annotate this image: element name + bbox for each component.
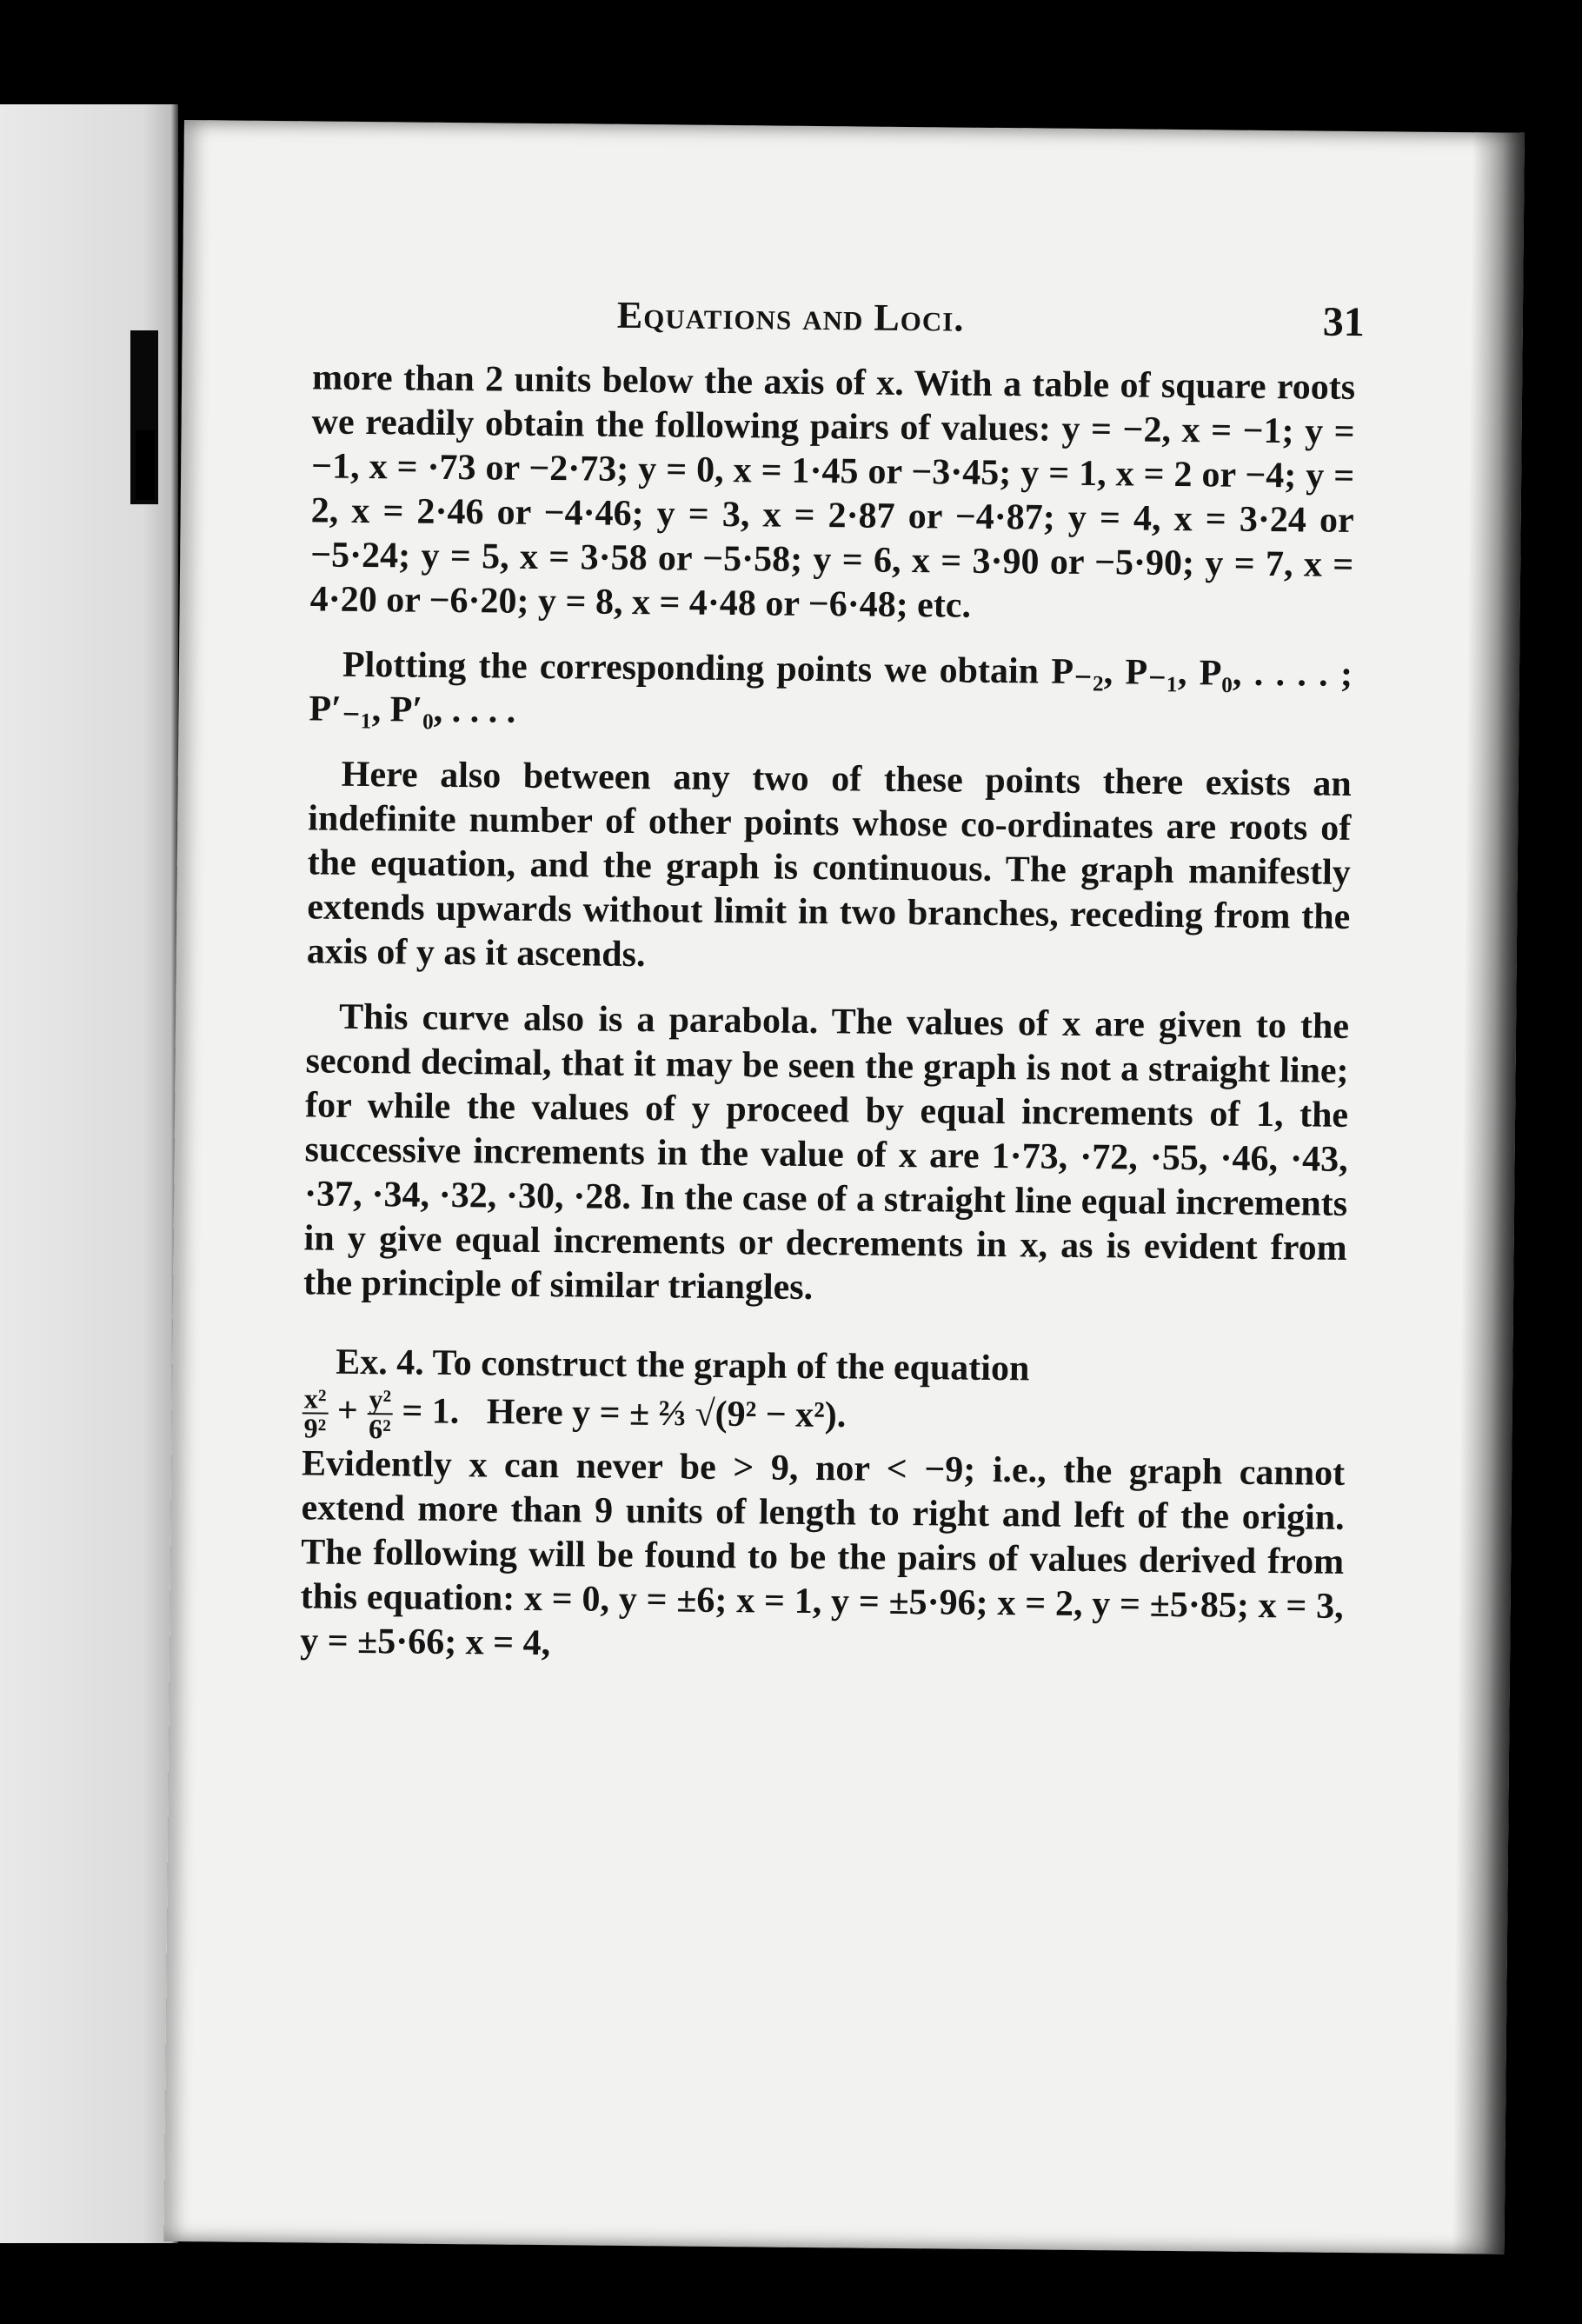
page-number: 31 <box>1322 298 1366 346</box>
fraction-x <box>302 1384 328 1442</box>
fraction-y-numerator: y² <box>369 1383 392 1415</box>
binding-mark <box>136 430 155 500</box>
example-lead: Ex. 4. To construct the graph of the equation <box>336 1342 1030 1389</box>
example-equation-line <box>302 1384 1346 1452</box>
paragraph-parabola: This curve also is a parabola. The values of x are given to the second decimal, that it may be seen the graph is not a straight line; for while the values of y proceed by equal increments of 1, the successive increments in the value of x are 1·73, ·72, ·55, ·46, ·43, ·37, ·34, ·32, ·30, ·28. In the case of a straight line equal increments in y give equal increments or decrements in x, as is evident from the principle of similar triangles. <box>302 996 1350 1308</box>
book-page <box>164 120 1525 2254</box>
paragraph-values: more than 2 units below the axis of x. With a table of square roots we readily obtain the following pairs of values: y = −2, x = −1; y = −1, x = ·73 or −2·73; y = 0, x = 1·45 or −3·45; y = 1, x = 2 or −4; y = 2, x = 2·46 or −4·46; y = 3, x = 2·87 or −4·87; y = 4, x = 3·24 or −5·24; y = 5, x = 3·58 or −5·58; y = 6, x = 3·90 or −5·90; y = 7, x = 4·20 or −6·20; y = 8, x = 4·48 or −6·48; etc. <box>309 357 1356 626</box>
paragraph-continuous: Here also between any two of these points there exists an indefinite number of other points whose co-ordinates are roots of the equation, and the graph is continuous. The graph manifestly extends upwards without limit in two branches, receding from the axis of y as it ascends. <box>306 754 1352 976</box>
running-title: Equations and Loci. <box>616 293 965 340</box>
fraction-x-numerator: x² <box>303 1382 327 1415</box>
paragraph-plotting: Plotting the corresponding points we obtain P₋₂, P₋₁, P₀, . . . . ; P′₋₁, P′₀, . . . . <box>309 644 1353 731</box>
plus-sign: + <box>336 1390 359 1431</box>
solved-equation: Here y = ± ⅔ √(9² − x²). <box>486 1392 847 1436</box>
example-continuation: Evidently x can never be > 9, nor < −9; i.e., the graph cannot extend more than 9 units of length to right and left of the origin. The following will be found to be the pairs of values derived from this equation: x = 0, y = ±6; x = 1, y = ±5·96; x = 2, y = ±5·85; x = 3, y = ±5·66; x = 4, <box>299 1443 1346 1664</box>
example-4 <box>300 1340 1346 1674</box>
fraction-y <box>367 1383 393 1445</box>
fraction-y-denominator: 6² <box>368 1413 391 1445</box>
fraction-x-denominator: 9² <box>303 1412 327 1444</box>
running-head <box>312 277 1366 366</box>
equals-one: = 1. <box>402 1391 460 1432</box>
page-text <box>299 277 1366 1673</box>
